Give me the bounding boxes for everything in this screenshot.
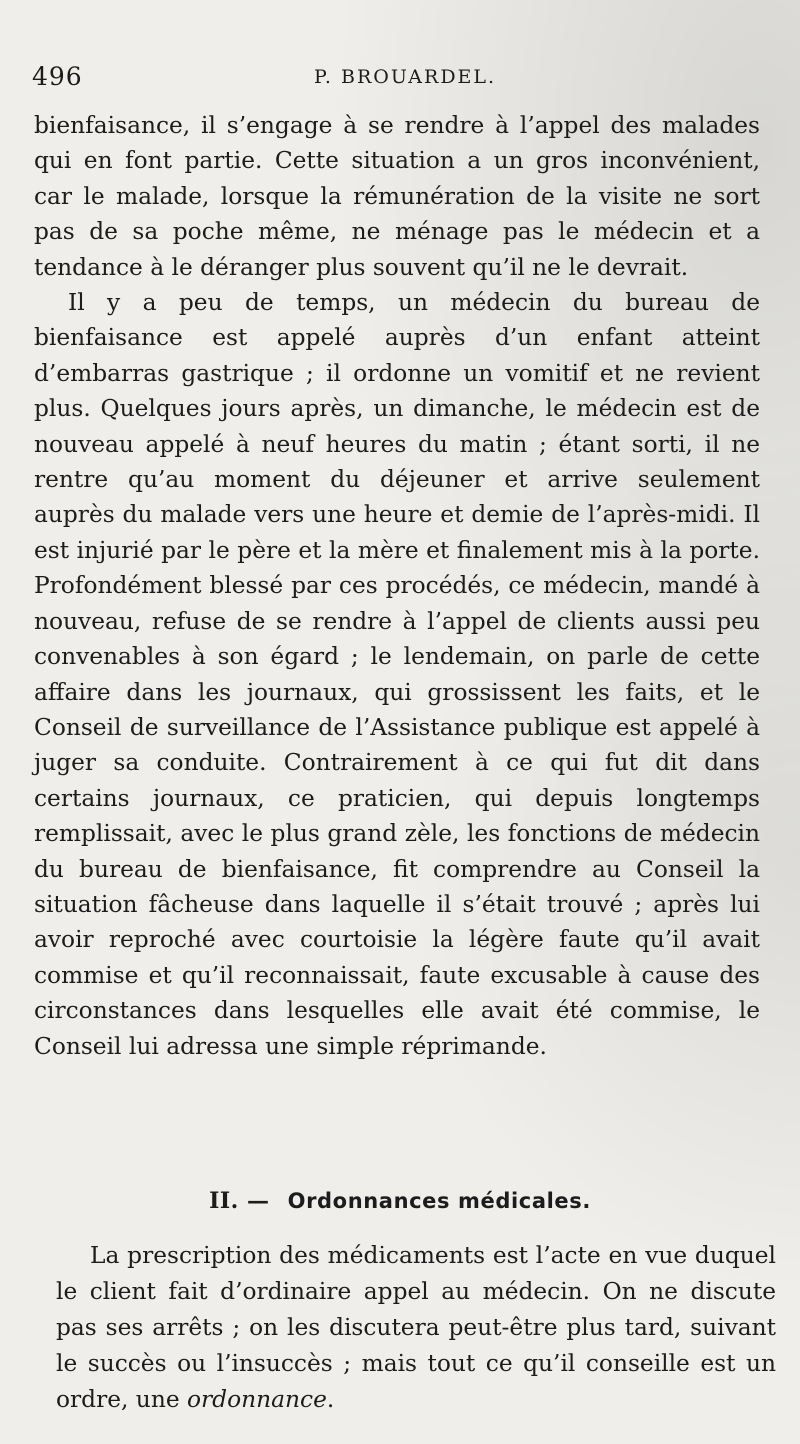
paragraph-prescription-text: La prescription des médicaments est l’acte en vue duquel le client fait d’ordinaire appel au médecin. On ne discute pas ses arrêts ; on les discutera peut-être plus tard, suivant le succès ou l’insuccès ; mais tout ce qu’il conseille est un ordre, une — [56, 1242, 776, 1413]
section-number: II. — — [209, 1188, 270, 1214]
section-title: Ordonnances médicales. — [287, 1189, 591, 1213]
paragraph-prescription — [56, 1238, 776, 1418]
section-text — [56, 1238, 776, 1418]
page-number: 496 — [32, 62, 83, 91]
running-head-author: P. BROUARDEL. — [314, 66, 497, 88]
running-head — [32, 62, 772, 96]
main-text — [34, 108, 760, 1064]
section-heading — [0, 1188, 800, 1214]
paragraph-continuation: bienfaisance, il s’engage à se rendre à l’appel des malades qui en font partie. Cette situation a un gros inconvénient, car le malade, lorsque la rémunération de la visite ne sort pas de sa poche même, ne ménage pas le médecin et a tendance à le déranger plus souvent qu’il ne le devrait. — [34, 112, 760, 281]
paragraph-prescription-end: . — [326, 1386, 335, 1413]
paragraph-anecdote: Il y a peu de temps, un médecin du bureau de bienfaisance est appelé auprès d’un enfant atteint d’embarras gastrique ; il ordonne un vomitif et ne revient plus. Quelques jours après, un dimanche, le médecin est de nouveau appelé à neuf heures du matin ; étant sorti, il ne rentre qu’au moment du déjeuner et arrive seulement auprès du malade vers une heure et demie de l’après-midi. Il est injurié par le père et la mère et finalement mis à la porte. Profondément blessé par ces procédés, ce médecin, mandé à nouveau, refuse de se rendre à l’appel de clients aussi peu convenables à son égard ; le lendemain, on parle de cette affaire dans les journaux, qui grossissent les faits, et le Conseil de surveillance de l’Assistance publique est appelé à juger sa conduite. Contrairement à ce qui fut dit dans certains journaux, ce praticien, qui depuis longtemps remplissait, avec le plus grand zèle, les fonctions de médecin du bureau de bienfaisance, fit comprendre au Conseil la situation fâcheuse dans laquelle il s’était trouvé ; après lui avoir reproché avec courtoisie la légère faute qu’il avait commise et qu’il reconnaissait, faute excusable à cause des circonstances dans lesquelles elle avait été commise, le Conseil lui adressa une simple réprimande. — [34, 289, 760, 1060]
emphasis-ordonnance: ordonnance — [187, 1386, 327, 1413]
